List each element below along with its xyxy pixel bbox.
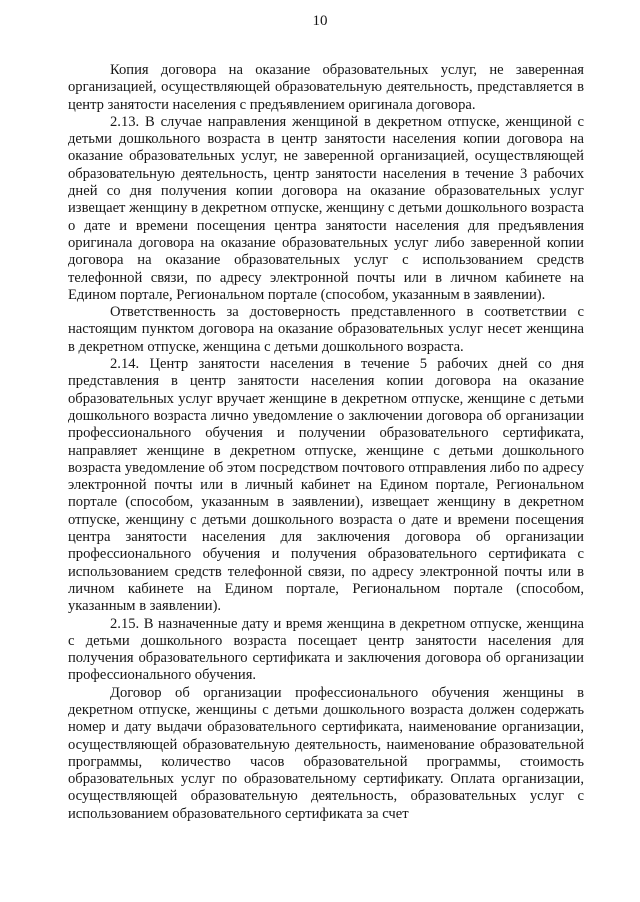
paragraph-contract-contents: Договор об организации профессионального обучения женщины в декретном отпуске, женщины с детьми дошкольного возраста должен содержать номер и дату выдачи образовательного сертификата, наименование организации, осуществляющей образовательную деятельность, наименование образовательной программы, количество часов образовательной программы, стоимость образовательных услуг по образовательному сертификату. Оплата организации, осуществляющей образовательную деятельность, образовательных услуг с использованием образовательного сертификата за счет: [68, 684, 584, 822]
paragraph-2-14: 2.14. Центр занятости населения в течение 5 рабочих дней со дня представления в центр занятости населения копии договора на оказание образовательных услуг вручает женщине в декретном отпуске, женщине с детьми дошкольного возраста лично уведомление о заключении договора об организации профессионального обучения и получении образовательного сертификата, направляет женщине в декретном отпуске, женщине с детьми дошкольного возраста уведомление об этом посредством почтового отправления либо по адресу электронной почты или в личный кабинет на Едином портале, Региональном портале (способом, указанным в заявлении), извещает женщину в декретном отпуске, женщину с детьми дошкольного возраста о дате и времени посещения центра занятости населения для заключения договора об организации профессионального обучения и получения образовательного сертификата с использованием средств телефонной связи, по адресу электронной почты или в личном кабинете на Едином портале, Региональном портале (способом, указанным в заявлении).: [68, 356, 584, 615]
paragraph-responsibility: Ответственность за достоверность представленного в соответствии с настоящим пунктом договора на оказание образовательных услуг несет женщина в декретном отпуске, женщина с детьми дошкольного возраста.: [68, 304, 584, 355]
page-number: 10: [312, 13, 328, 29]
paragraph-2-13: 2.13. В случае направления женщиной в декретном отпуске, женщиной с детьми дошкольного возраста в центр занятости населения копии договора на оказание образовательных услуг, не заверенной организацией, осуществляющей образовательную деятельность, центр занятости населения в течение 3 рабочих дней со дня получения копии договора на оказание образовательных услуг извещает женщину в декретном отпуске, женщину с детьми дошкольного возраста о дате и времени посещения центра занятости населения для предъявления оригинала договора на оказание образовательных услуг либо заверенной копии договора на оказание образовательных услуг с использованием средств телефонной связи, по адресу электронной почты или в личном кабинете на Едином портале, Региональном портале (способом, указанным в заявлении).: [68, 113, 584, 303]
paragraph-copy-contract: Копия договора на оказание образовательных услуг, не заверенная организацией, осуществляющей образовательную деятельность, представляется в центр занятости населения с предъявлением оригинала договора.: [68, 62, 584, 113]
paragraph-2-15: 2.15. В назначенные дату и время женщина в декретном отпуске, женщина с детьми дошкольного возраста посещает центр занятости населения для получения образовательного сертификата и заключения договора об организации профессионального обучения.: [68, 615, 584, 684]
document-body: [68, 62, 584, 823]
